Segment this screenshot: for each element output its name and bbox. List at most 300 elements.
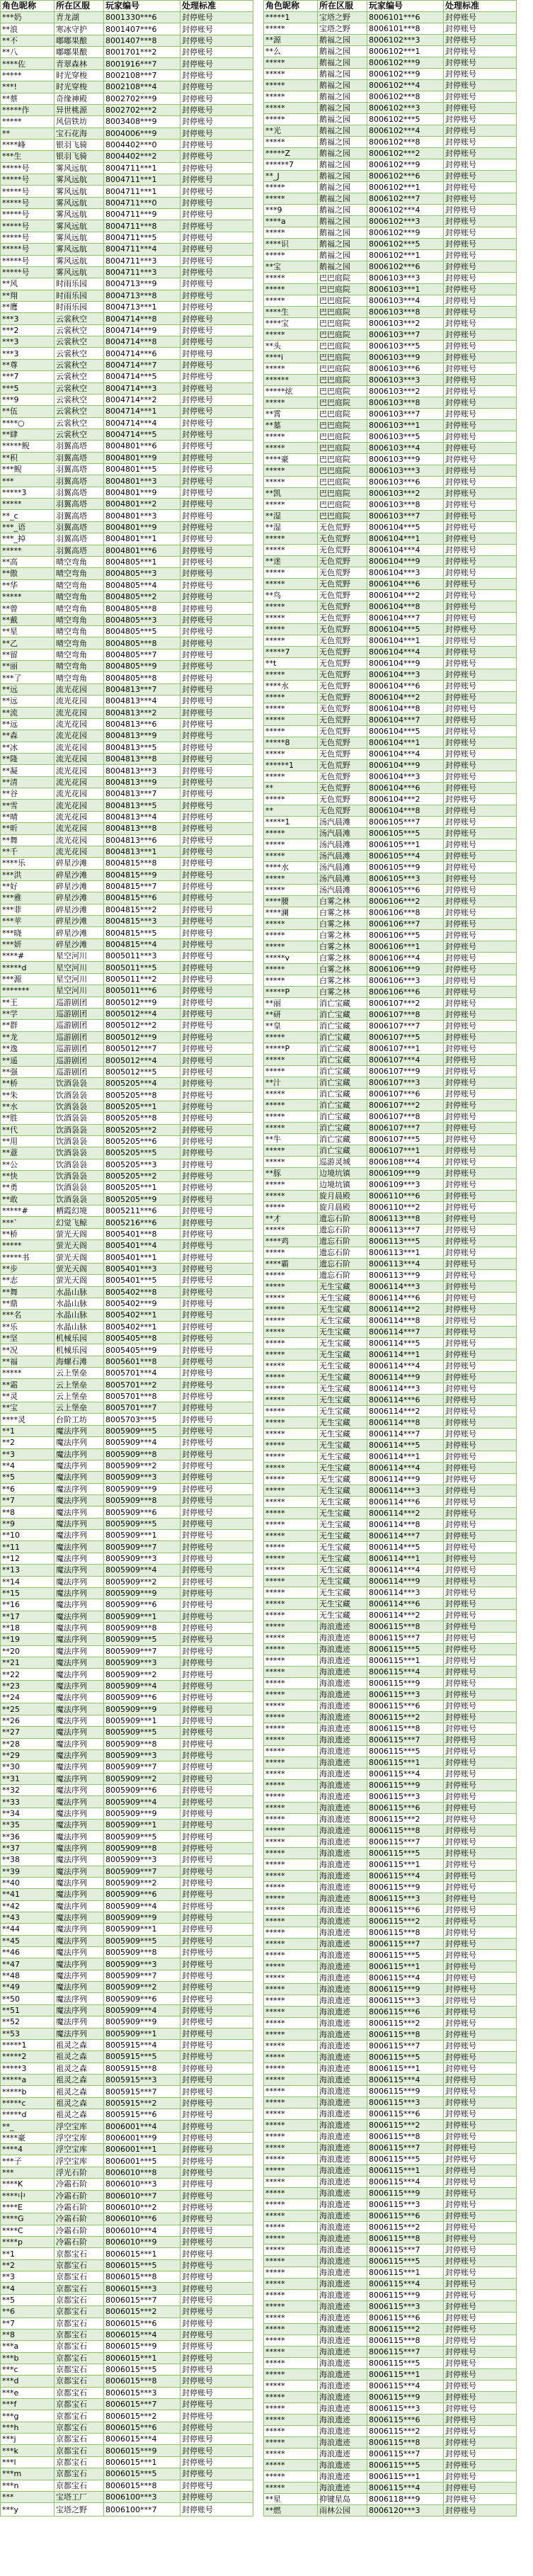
cell-action: 封停账号 — [180, 973, 253, 985]
cell-server: 鹅福之园 — [318, 103, 367, 114]
cell-role-name: **48 — [1, 1970, 55, 1981]
cell-role-name: ***** — [264, 1383, 318, 1395]
table-row — [1, 1657, 253, 1669]
table-row — [264, 1769, 517, 1780]
cell-server: 魔法序列 — [55, 1507, 104, 1518]
table-row — [1, 962, 253, 973]
cell-player-id: 8006115***5 — [367, 2358, 444, 2369]
cell-server: 星空河川 — [55, 985, 104, 997]
cell-action: 封停账号 — [180, 1020, 253, 1031]
cell-role-name: ***** — [264, 1633, 318, 1644]
table-row — [1, 869, 253, 880]
cell-action: 封停账号 — [444, 80, 517, 91]
cell-action: 封停账号 — [444, 1270, 517, 1281]
cell-server: 寒冰守护 — [55, 23, 104, 35]
cell-player-id: 8006105***1 — [367, 839, 444, 851]
cell-player-id: 8006115***5 — [367, 2460, 444, 2471]
cell-player-id: 8006104***8 — [367, 703, 444, 715]
cell-server: 海浪遗迹 — [318, 1803, 367, 1814]
cell-server: 饮酒袅袅 — [55, 1089, 104, 1101]
table-row — [1, 1495, 253, 1507]
cell-action: 封停账号 — [180, 1460, 253, 1471]
cell-role-name: ****佐 — [1, 58, 55, 69]
table-row — [1, 23, 253, 35]
cell-player-id: 8006102***6 — [367, 261, 444, 273]
table-row — [1, 1020, 253, 1031]
table-row — [264, 794, 517, 805]
cell-player-id: 8004711***3 — [104, 266, 180, 278]
cell-player-id: 8005701***8 — [104, 1390, 180, 1402]
table-row — [1, 2456, 253, 2468]
cell-action: 封停账号 — [444, 1361, 517, 1372]
cell-action: 封停账号 — [444, 137, 517, 148]
table-row — [1, 1147, 253, 1159]
table-row — [1, 1587, 253, 1599]
cell-role-name: ***** — [264, 1531, 318, 1542]
cell-player-id: 8005405***8 — [104, 1332, 180, 1344]
cell-role-name: **29 — [1, 1749, 55, 1761]
table-row — [1, 1854, 253, 1866]
cell-role-name: ***5 — [1, 382, 55, 394]
cell-player-id: 8005909***8 — [104, 1738, 180, 1749]
cell-role-name: ***** — [264, 250, 318, 261]
cell-role-name: ***** — [264, 545, 318, 556]
cell-role-name: **千 — [1, 846, 55, 857]
cell-role-name: ***** — [264, 624, 318, 635]
cell-role-name: *****1 — [1, 2039, 55, 2050]
cell-role-name: ***** — [264, 1281, 318, 1293]
cell-player-id: 8006104***2 — [367, 590, 444, 601]
cell-server: 海浪遗迹 — [318, 1621, 367, 1633]
cell-role-name: ***n — [1, 2480, 55, 2491]
cell-role-name: **谷 — [1, 788, 55, 800]
cell-action: 封停账号 — [180, 12, 253, 23]
cell-action: 封停账号 — [180, 255, 253, 266]
cell-role-name: ***** — [264, 1497, 318, 1508]
cell-player-id: 8006104***5 — [367, 624, 444, 635]
table-row — [1, 1796, 253, 1808]
cell-server: 魔法序列 — [55, 1842, 104, 1854]
cell-server: 流光花园 — [55, 800, 104, 811]
cell-server: 无生宝藏 — [318, 1610, 367, 1621]
cell-action: 封停账号 — [180, 417, 253, 429]
cell-player-id: 8005909***3 — [104, 1472, 180, 1483]
cell-role-name: ***** — [264, 567, 318, 579]
cell-server: 嘟嘟果酿 — [55, 35, 104, 46]
table-row — [1, 2190, 253, 2201]
cell-role-name: **头 — [264, 341, 318, 352]
cell-player-id: 8005701***2 — [104, 1379, 180, 1390]
cell-action: 封停账号 — [444, 1497, 517, 1508]
table-row — [1, 510, 253, 521]
cell-role-name: ***7 — [1, 371, 55, 382]
cell-action: 封停账号 — [180, 1993, 253, 2004]
table-row — [264, 2358, 517, 2369]
cell-action: 封停账号 — [180, 2491, 253, 2502]
cell-action: 封停账号 — [180, 1286, 253, 1298]
cell-server: 海浪遗迹 — [318, 1791, 367, 1803]
cell-player-id: 8005909***5 — [104, 1518, 180, 1529]
table-row — [264, 1621, 517, 1633]
cell-player-id: 8004805***8 — [104, 637, 180, 649]
cell-role-name: **流 — [1, 707, 55, 718]
cell-player-id: 8006102***3 — [367, 35, 444, 46]
table-row — [264, 329, 517, 341]
cell-server: 消亡宝藏 — [318, 1021, 367, 1032]
table-row — [264, 771, 517, 783]
cell-player-id: 8006115***4 — [367, 1667, 444, 1678]
cell-server: 旋月晨殿 — [318, 1191, 367, 1202]
cell-server: 鹅福之园 — [318, 182, 367, 193]
table-row — [1, 2364, 253, 2375]
cell-role-name: ***** — [264, 2188, 318, 2199]
cell-action: 封停账号 — [444, 2086, 517, 2097]
cell-player-id: 8005909***2 — [104, 1877, 180, 1888]
cell-player-id: 8004713***8 — [104, 290, 180, 301]
table-row — [264, 2381, 517, 2392]
table-row — [264, 1576, 517, 1587]
cell-role-name: **37 — [1, 1842, 55, 1854]
cell-server: 巡游剧团 — [55, 1066, 104, 1077]
cell-player-id: 8004801***9 — [104, 521, 180, 533]
cell-role-name: **舞 — [1, 1286, 55, 1298]
cell-player-id: 8006107***2 — [367, 998, 444, 1009]
cell-action: 封停账号 — [444, 23, 517, 35]
table-row — [264, 273, 517, 284]
cell-player-id: 8006115***8 — [367, 1825, 444, 1837]
cell-player-id: 8005909***8 — [104, 1842, 180, 1854]
table-row — [264, 953, 517, 964]
cell-action: 封停账号 — [444, 1451, 517, 1463]
cell-action: 封停账号 — [444, 295, 517, 307]
table-row — [1, 1773, 253, 1784]
cell-action: 封停账号 — [180, 521, 253, 533]
cell-player-id: 8006106***3 — [367, 975, 444, 987]
cell-server: 云上堡垒 — [55, 1379, 104, 1390]
cell-action: 封停账号 — [180, 487, 253, 498]
cell-action: 封停账号 — [444, 2403, 517, 2415]
cell-role-name: **用 — [1, 1135, 55, 1147]
cell-server: 羽翼高塔 — [55, 464, 104, 475]
cell-role-name: ****C — [1, 2225, 55, 2236]
cell-player-id: 8006115***5 — [367, 2052, 444, 2063]
cell-server: 魔法序列 — [55, 1715, 104, 1726]
cell-player-id: 8005012***9 — [104, 1031, 180, 1043]
table-row — [1, 2294, 253, 2305]
cell-role-name: ***** — [264, 2165, 318, 2177]
cell-action: 封停账号 — [444, 1281, 517, 1293]
cell-action: 封停账号 — [180, 1645, 253, 1657]
cell-role-name: ***** — [264, 1202, 318, 1213]
cell-player-id: 8006115***8 — [367, 2335, 444, 2347]
cell-role-name: ***b — [1, 2352, 55, 2364]
cell-action: 封停账号 — [180, 232, 253, 243]
cell-action: 封停账号 — [444, 397, 517, 409]
cell-server: 巡游灵城 — [318, 1157, 367, 1168]
cell-action: 封停账号 — [444, 1542, 517, 1553]
cell-role-name: ***** — [264, 363, 318, 375]
table-row — [264, 341, 517, 352]
cell-server: 海浪遗迹 — [318, 2086, 367, 2097]
cell-server: 海浪遗迹 — [318, 2199, 367, 2211]
cell-player-id: 8006104***3 — [367, 567, 444, 579]
cell-role-name: **尊 — [1, 359, 55, 370]
cell-server: 海浪遗迹 — [318, 1814, 367, 1825]
cell-role-name: **肆 — [1, 429, 55, 440]
table-row — [1, 12, 253, 23]
cell-action: 封停账号 — [444, 805, 517, 817]
cell-role-name: **燃 — [264, 2505, 318, 2517]
cell-player-id: 8004813***8 — [104, 823, 180, 834]
cell-player-id: 8004711***1 — [104, 174, 180, 186]
cell-action: 封停账号 — [180, 2410, 253, 2422]
cell-player-id: 8005011***2 — [104, 973, 180, 985]
cell-role-name: **_c — [1, 510, 55, 521]
cell-player-id: 8006114***3 — [367, 1383, 444, 1395]
table-row — [264, 1553, 517, 1565]
cell-player-id: 8006115***5 — [367, 1746, 444, 1757]
table-row — [1, 2225, 253, 2236]
table-row — [1, 1298, 253, 1309]
cell-action: 封停账号 — [444, 930, 517, 941]
cell-player-id: 8006015***7 — [104, 2294, 180, 2305]
cell-player-id: 8005915***5 — [104, 2051, 180, 2062]
cell-action: 封停账号 — [444, 2256, 517, 2267]
cell-action: 封停账号 — [444, 2177, 517, 2188]
cell-role-name: ***** — [264, 1814, 318, 1825]
cell-role-name: *****1 — [264, 817, 318, 828]
table-row — [264, 2086, 517, 2097]
cell-role-name: ***** — [264, 930, 318, 941]
table-row — [1, 1193, 253, 1205]
cell-player-id: 8005909***5 — [104, 1831, 180, 1842]
cell-player-id: 8005915***6 — [104, 2109, 180, 2121]
cell-action: 封停账号 — [180, 2248, 253, 2259]
cell-player-id: 8004714***5 — [104, 429, 180, 440]
cell-role-name: ***** — [264, 2086, 318, 2097]
cell-server: 魔法序列 — [55, 1773, 104, 1784]
table-row — [264, 1281, 517, 1293]
table-row — [1, 278, 253, 290]
cell-role-name: ***** — [264, 1315, 318, 1327]
cell-role-name: ***** — [264, 2313, 318, 2324]
table-row — [1, 1565, 253, 1576]
cell-server: 碎星沙滩 — [55, 938, 104, 950]
cell-action: 封停账号 — [444, 46, 517, 57]
cell-player-id: 8006104***4 — [367, 545, 444, 556]
table-row — [264, 1202, 517, 1213]
cell-server: 萤光天阁 — [55, 1252, 104, 1263]
cell-player-id: 8006103***4 — [367, 295, 444, 307]
cell-player-id: 8006115***6 — [367, 1905, 444, 1916]
cell-player-id: 8005401***3 — [104, 1263, 180, 1274]
cell-action: 封停账号 — [180, 2468, 253, 2480]
cell-role-name: ***** — [264, 1123, 318, 1134]
cell-player-id: 8006115***4 — [367, 1973, 444, 1984]
cell-role-name: ***** — [264, 2199, 318, 2211]
ban-list-table-left — [0, 0, 253, 2517]
cell-player-id: 8004801***9 — [104, 487, 180, 498]
table-row — [264, 2245, 517, 2256]
cell-role-name: ***** — [264, 919, 318, 930]
table-row — [1, 1286, 253, 1298]
table-row — [264, 2177, 517, 2188]
table-row — [1, 1240, 253, 1252]
table-row — [264, 2392, 517, 2403]
table-row — [1, 2016, 253, 2028]
cell-server: 京都宝石 — [55, 2317, 104, 2329]
table-row — [264, 2131, 517, 2143]
cell-player-id: 8005909***1 — [104, 1611, 180, 1622]
cell-action: 封停账号 — [444, 658, 517, 669]
cell-server: 饮酒袅袅 — [55, 1113, 104, 1124]
cell-role-name: ****腰 — [264, 896, 318, 907]
cell-action: 封停账号 — [444, 341, 517, 352]
table-row — [264, 1814, 517, 1825]
table-row — [1, 1507, 253, 1518]
cell-server: 魔法序列 — [55, 1796, 104, 1808]
cell-player-id: 8002702***9 — [104, 93, 180, 104]
cell-server: 巴巴庭院 — [318, 318, 367, 329]
cell-player-id: 8006105***4 — [367, 851, 444, 862]
cell-server: 魔法序列 — [55, 1993, 104, 2004]
table-row — [264, 1644, 517, 1655]
table-row — [1, 730, 253, 742]
table-row — [1, 1518, 253, 1529]
cell-action: 封停账号 — [444, 1463, 517, 1474]
cell-role-name: ***** — [264, 2154, 318, 2165]
cell-role-name: **凝 — [1, 765, 55, 776]
cell-role-name: ******1 — [264, 760, 318, 771]
cell-role-name: *****号 — [1, 186, 55, 197]
cell-server: 无生宝藏 — [318, 1361, 367, 1372]
cell-server: 京都宝石 — [55, 2387, 104, 2398]
cell-role-name: ***** — [264, 1553, 318, 1565]
cell-role-name: **星 — [264, 2494, 318, 2505]
cell-role-name: *****号 — [1, 266, 55, 278]
table-row — [264, 1372, 517, 1383]
table-row — [264, 2233, 517, 2245]
cell-server: 海浪遗迹 — [318, 1667, 367, 1678]
cell-role-name: *** — [1, 2491, 55, 2502]
cell-server: 无生宝藏 — [318, 1349, 367, 1361]
cell-action: 封停账号 — [444, 1678, 517, 1689]
table-row — [264, 1463, 517, 1474]
cell-player-id: 8006114***1 — [367, 1451, 444, 1463]
cell-action: 封停账号 — [444, 1871, 517, 1882]
cell-player-id: 8006115***1 — [367, 1961, 444, 1973]
cell-player-id: 8006104***1 — [367, 635, 444, 647]
cell-player-id: 8006102***9 — [367, 57, 444, 69]
cell-player-id: 8005909***2 — [104, 1460, 180, 1471]
cell-server: 鹅福之园 — [318, 261, 367, 273]
cell-role-name: **森 — [1, 730, 55, 742]
cell-server: 海浪遗迹 — [318, 2471, 367, 2483]
table-row — [1, 521, 253, 533]
cell-player-id: 8006115***8 — [367, 1927, 444, 1939]
table-row — [264, 624, 517, 635]
cell-player-id: 8006015***4 — [104, 2329, 180, 2340]
cell-server: 无色荒野 — [318, 533, 367, 545]
cell-server: 无生宝藏 — [318, 1372, 367, 1383]
cell-player-id: 8005601***8 — [104, 1356, 180, 1367]
table-row — [264, 2324, 517, 2335]
cell-role-name: ***** — [264, 1191, 318, 1202]
cell-server: 魔法序列 — [55, 1472, 104, 1483]
cell-action: 封停账号 — [180, 58, 253, 69]
cell-action: 封停账号 — [180, 1031, 253, 1043]
cell-role-name: **38 — [1, 1854, 55, 1866]
cell-action: 封停账号 — [444, 1055, 517, 1066]
cell-action: 封停账号 — [180, 556, 253, 567]
table-row — [264, 1021, 517, 1032]
cell-role-name: ***** — [264, 1939, 318, 1950]
cell-player-id: 8001330***6 — [104, 12, 180, 23]
cell-action: 封停账号 — [444, 2029, 517, 2041]
cell-player-id: 8006015***2 — [104, 2306, 180, 2317]
table-row — [264, 545, 517, 556]
cell-player-id: 8006115***3 — [367, 1791, 444, 1803]
cell-action: 封停账号 — [180, 1565, 253, 1576]
cell-server: 云上堡垒 — [55, 1390, 104, 1402]
table-row — [1, 1727, 253, 1738]
cell-player-id: 8006115***9 — [367, 1678, 444, 1689]
cell-server: 巴巴庭院 — [318, 488, 367, 499]
cell-action: 封停账号 — [180, 139, 253, 150]
cell-role-name: **清 — [1, 776, 55, 788]
cell-action: 封停账号 — [444, 873, 517, 885]
cell-action: 封停账号 — [180, 1043, 253, 1054]
cell-server: 晴空弯角 — [55, 568, 104, 579]
cell-player-id: 8006114***5 — [367, 1440, 444, 1451]
cell-role-name: **昕 — [1, 823, 55, 834]
cell-role-name: ***** — [264, 1973, 318, 1984]
cell-server: 海浪遗迹 — [318, 2165, 367, 2177]
cell-server: 羽翼高塔 — [55, 487, 104, 498]
cell-player-id: 8006115***6 — [367, 2211, 444, 2222]
cell-role-name: ****水 — [264, 681, 318, 692]
cell-player-id: 8004801***2 — [104, 499, 180, 510]
cell-server: 时光穿梭 — [55, 69, 104, 81]
cell-player-id: 8006104***7 — [367, 613, 444, 624]
cell-server: 晴空弯角 — [55, 556, 104, 567]
cell-server: 无色荒野 — [318, 601, 367, 613]
cell-server: 巴巴庭院 — [318, 420, 367, 431]
cell-server: 无生宝藏 — [318, 1474, 367, 1485]
cell-server: 无生宝藏 — [318, 1304, 367, 1315]
table-row — [264, 1327, 517, 1338]
cell-role-name: **3 — [1, 2271, 55, 2283]
cell-player-id: 8005401***4 — [104, 1240, 180, 1252]
cell-action: 封停账号 — [444, 1565, 517, 1576]
cell-player-id: 8004714***1 — [104, 406, 180, 417]
cell-server: 京都宝石 — [55, 2399, 104, 2410]
cell-player-id: 8006115***7 — [367, 1837, 444, 1848]
cell-action: 封停账号 — [180, 441, 253, 452]
cell-server: 宝塔之野 — [318, 12, 367, 23]
cell-action: 封停账号 — [180, 2271, 253, 2283]
cell-player-id: 8006115***8 — [367, 2131, 444, 2143]
cell-player-id: 8005205***5 — [104, 1147, 180, 1159]
cell-action: 封停账号 — [444, 329, 517, 341]
table-row — [1, 811, 253, 822]
cell-role-name: ***** — [264, 1961, 318, 1973]
table-row — [264, 1009, 517, 1021]
cell-player-id: 8006107***6 — [367, 1089, 444, 1100]
cell-role-name: ****霸 — [264, 1259, 318, 1270]
cell-player-id: 8006104***3 — [367, 669, 444, 681]
cell-action: 封停账号 — [180, 869, 253, 880]
